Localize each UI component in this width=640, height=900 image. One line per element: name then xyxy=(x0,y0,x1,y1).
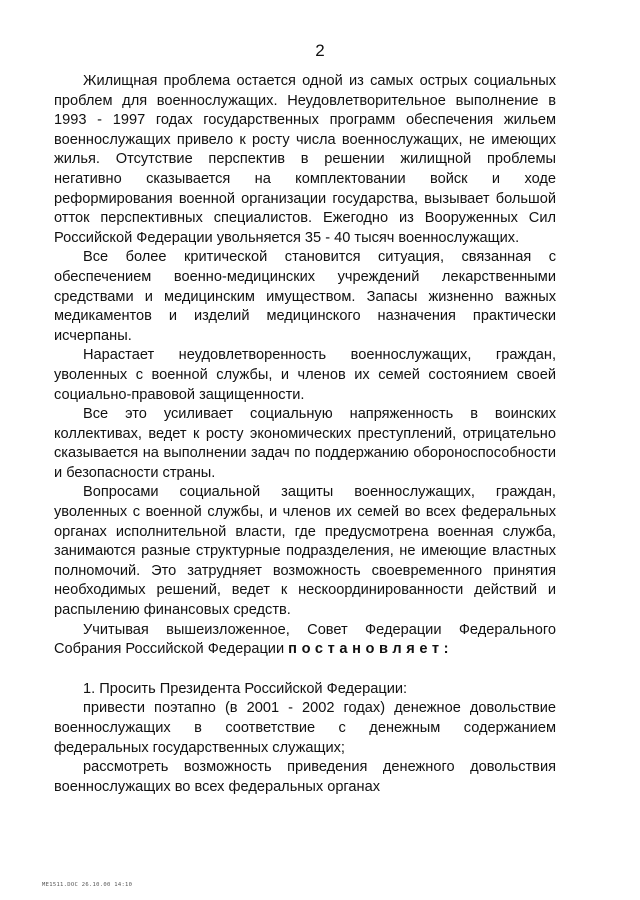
decree-statement xyxy=(54,621,556,660)
document-body xyxy=(54,72,556,797)
resolution-item-pay: привести поэтапно (в 2001 - 2002 годах) денежное довольствие военнослужащих в соответствие с денежным содержанием федеральных государственных служащих; xyxy=(54,700,556,756)
decree-keyword: постановляет: xyxy=(288,641,454,658)
paragraph-medical: Все более критической становится ситуация, связанная с обеспечением военно-медицинских учреждений лекарственными средствами и медицинским имуществом. Запасы жизненно важных медикаментов и изделий медицинского назначения практически исчерпаны. xyxy=(54,249,556,344)
paragraph-social-protection: Вопросами социальной защиты военнослужащих, граждан, уволенных с военной службы, и членов их семей во всех федеральных органах исполнительной власти, где предусмотрена военная служба, занимаются разные структурные подразделения, не имеющие властных полномочий. Это затрудняет возможность своевременного принятия необходимых решений, ведет к нескоординированности действий и распылению финансовых средств. xyxy=(54,484,556,619)
paragraph-housing: Жилищная проблема остается одной из самых острых социальных проблем для военнослужащих. Неудовлетворительное выполнение в 1993 - 1997 годах государственных программ обеспечения жильем военнослужащих привело к росту числа военнослужащих, не имеющих жилья. Отсутствие перспектив в решении жилищной проблемы негативно сказывается на комплектовании войск и ходе реформирования военной организации государства, вызывает большой отток перспективных специалистов. Ежегодно из Вооруженных Сил Российской Федерации увольняется 35 - 40 тысяч военнослужащих. xyxy=(54,73,556,246)
decree-intro: Учитывая вышеизложенное, Совет Федерации Федерального Собрания Российской Федерации xyxy=(54,621,556,658)
paragraph-social-tension: Все это усиливает социальную напряженность в воинских коллективах, ведет к росту экономических преступлений, отрицательно сказывается на выполнении задач по поддержанию обороноспособности и безопасности страны. xyxy=(54,406,556,481)
paragraph-dissatisfaction: Нарастает неудовлетворенность военнослужащих, граждан, уволенных с военной службы, и членов их семей состоянием своей социально-правовой защищенности. xyxy=(54,347,556,403)
footer-code: МЕ1511.DOC 26.10.00 14:10 xyxy=(42,882,133,888)
resolution-item-heading: 1. Просить Президента Российской Федерации: xyxy=(83,680,408,697)
page-number: 2 xyxy=(315,41,325,60)
section-gap xyxy=(54,660,556,680)
resolution-item-review: рассмотреть возможность приведения денежного довольствия военнослужащих во всех федеральных органах xyxy=(54,759,556,795)
